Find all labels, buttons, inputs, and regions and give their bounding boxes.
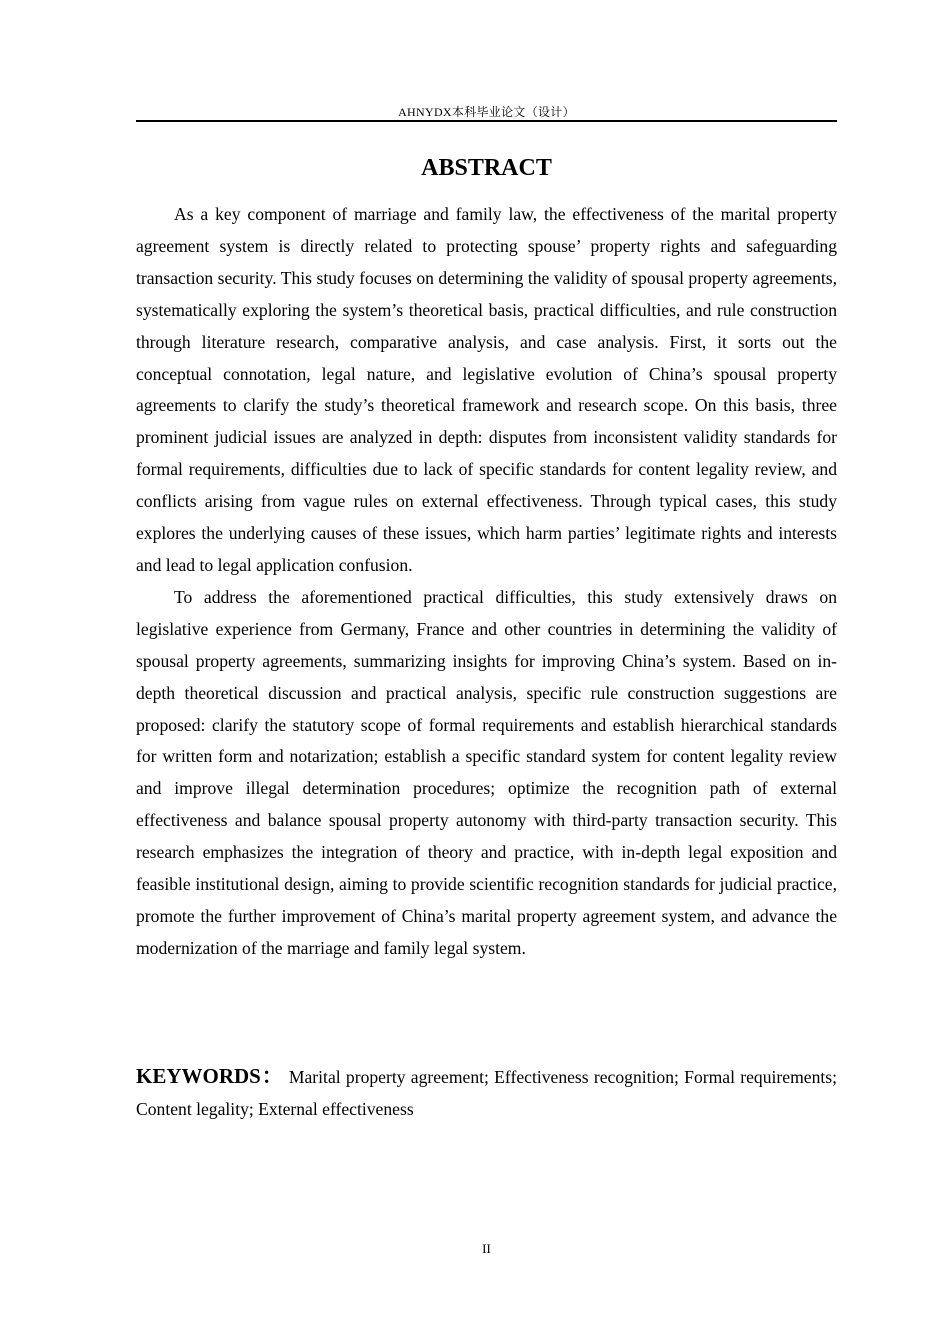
- page-number: II: [482, 1241, 491, 1256]
- header-rule: [136, 120, 837, 122]
- abstract-body: [136, 199, 837, 965]
- keywords-section: [136, 1060, 837, 1125]
- running-header: AHNYDX本科毕业论文（设计）: [398, 105, 575, 119]
- abstract-paragraph-1: As a key component of marriage and family law, the effectiveness of the marital property agreement system is directly related to protecting spouse’ property rights and safeguarding transaction security. This study focuses on determining the validity of spousal property agreements, systematically exploring the system’s theoretical basis, practical difficulties, and rule construction through literature research, comparative analysis, and case analysis. First, it sorts out the conceptual connotation, legal nature, and legislative evolution of China’s spousal property agreements to clarify the study’s theoretical framework and research scope. On this basis, three prominent judicial issues are analyzed in depth: disputes from inconsistent validity standards for formal requirements, difficulties due to lack of specific standards for content legality review, and conflicts arising from vague rules on external effectiveness. Through typical cases, this study explores the underlying causes of these issues, which harm parties’ legitimate rights and interests and lead to legal application confusion.: [136, 204, 837, 575]
- abstract-title: ABSTRACT: [421, 155, 552, 181]
- abstract-paragraph-2: To address the aforementioned practical difficulties, this study extensively draws on legislative experience from Germany, France and other countries in determining the validity of spousal property agreements, summarizing insights for improving China’s system. Based on in-depth theoretical discussion and practical analysis, specific rule construction suggestions are proposed: clarify the statutory scope of formal requirements and establish hierarchical standards for written form and notarization; establish a specific standard system for content legality review and improve illegal determination procedures; optimize the recognition path of external effectiveness and balance spousal property autonomy with third-party transaction security. This research emphasizes the integration of theory and practice, with in-depth legal exposition and feasible institutional design, aiming to provide scientific recognition standards for judicial practice, promote the further improvement of China’s marital property agreement system, and advance the modernization of the marriage and family legal system.: [136, 586, 837, 958]
- keywords-text: Marital property agreement; Effectiveness recognition; Formal requirements; Content legality; External effectiveness: [136, 1067, 837, 1119]
- keywords-label: KEYWORDS：: [136, 1064, 284, 1088]
